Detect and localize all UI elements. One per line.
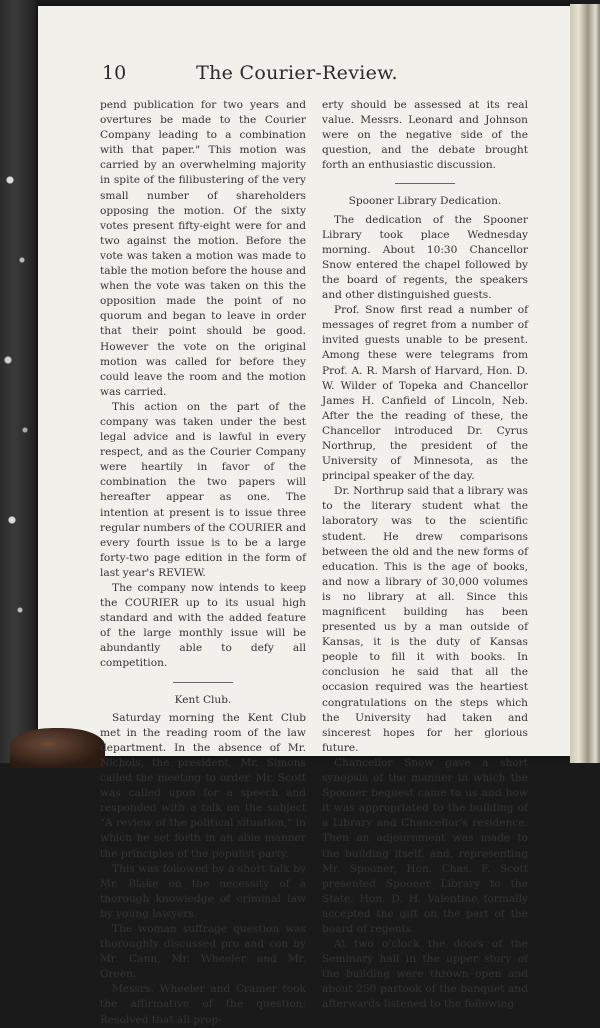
page-edges [570, 4, 600, 763]
right-column [322, 98, 528, 1013]
paragraph: Chancellor Snow gave a short synopsis of the manner in which the Spooner bequest came to us and how it was appropriated to the building of a Library and Chancellor's residence. Then an adjournment was made to the building itself, and, representing Mr. Spooner, Hon. Chas. F. Scott presented Spooner Library to the State. Hon. D. H. Valentine formally accepted the gift on the part of the board of regents. [322, 756, 528, 935]
paragraph: The company now intends to keep the COURIER up to its usual high standard and with the added feature of the large monthly issue will be abundantly able to defy all competition. [100, 582, 306, 670]
page-number: 10 [102, 62, 127, 84]
paragraph: Prof. Snow first read a number of messages of regret from a number of invited guests unable to be present. Among these were telegrams from Prof. A. R. Marsh of Harvard, Hon. D. W. Wilder of Topeka and Chancellor James H. Canfield of Lincoln, Neb. After the the reading of these, the Chancellor introduced Dr. Cyrus Northrup, the president of the University of Minnesota, as the principal speaker of the day. [322, 304, 528, 483]
paragraph: Dr. Northrup said that a library was to the literary student what the laboratory was to the scientific student. He drew comparisons between the old and the new forms of education. This is the age of books, and now a library of 30,000 volumes is no library at all. Since this magnificent building has been presented us by a man outside of Kansas, it is the duty of Kansas people to fill it with books. In conclusion he said that all the occasion required was the heartiest congratulations on the steps which the University had taken and sincerest hopes for her glorious future. [322, 485, 528, 754]
left-column [100, 98, 306, 1028]
paragraph: Saturday morning the Kent Club met in the reading room of the law department. In the absence of Mr. Nichols, the president, Mr. Simons called the meeting to order. Mr. Scott was called upon for a speech and responded with a talk on the subject "A review of the political situation," in which he set forth in an able manner the principles of the populist party. [100, 711, 306, 860]
holding-thumb [10, 728, 105, 768]
paragraph: This was followed by a short talk by Mr. Blake on the necessity of a thorough knowledge of criminal law by young lawyers. [100, 862, 306, 920]
paragraph: Messrs. Wheeler and Cramer took the affirmative of the question: Resolved that all prop- [100, 983, 306, 1026]
paragraph: At two o'clock the doors of the Seminary hall in the upper story of the building were thrown open and about 250 partook of the banquet and afterwards listened to the following [322, 938, 528, 1011]
marbled-endpaper [0, 0, 36, 763]
paragraph: erty should be assessed at its real value. Messrs. Leonard and Johnson were on the negative side of the question, and the debate brought forth an enthusiastic discussion. [322, 99, 528, 172]
paragraph: The woman suffrage question was thoroughly discussed pro and con by Mr. Cann, Mr. Wheeler and Mr. Green. [100, 922, 306, 981]
section-rule [173, 682, 233, 683]
running-title: The Courier-Review. [196, 62, 398, 84]
paragraph: pend publication for two years and overtures be made to the Courier Company leading to a combination with that paper." This motion was carried by an overwhelming majority in spite of the filibustering of the very small number of shareholders opposing the motion. Of the sixty votes present fifty-eight were for and two against the motion. Before the vote was taken a motion was made to table the motion before the house and when the vote was taken on this the opposition made the point of no quorum and began to leave in order that their point should be good. However the vote on the original motion was called for before they could leave the room and the motion was carried. [100, 99, 306, 398]
paragraph: The dedication of the Spooner Library took place Wednesday morning. About 10:30 Chancellor Snow entered the chapel followed by the board of regents, the speakers and other distinguished guests. [322, 213, 528, 302]
spooner-library-heading: Spooner Library Dedication. [348, 195, 502, 208]
kent-club-heading: Kent Club. [174, 693, 232, 706]
section-rule [395, 183, 455, 184]
paragraph: This action on the part of the company was taken under the best legal advice and is lawful in every respect, and as the Courier Company were heartily in favor of the combination the two papers will hereafter appear as one. The intention at present is to issue three regular numbers of the COURIER and every fourth issue is to be a large forty-two page edition in the form of last year's REVIEW. [100, 400, 306, 579]
page-header [62, 62, 532, 90]
